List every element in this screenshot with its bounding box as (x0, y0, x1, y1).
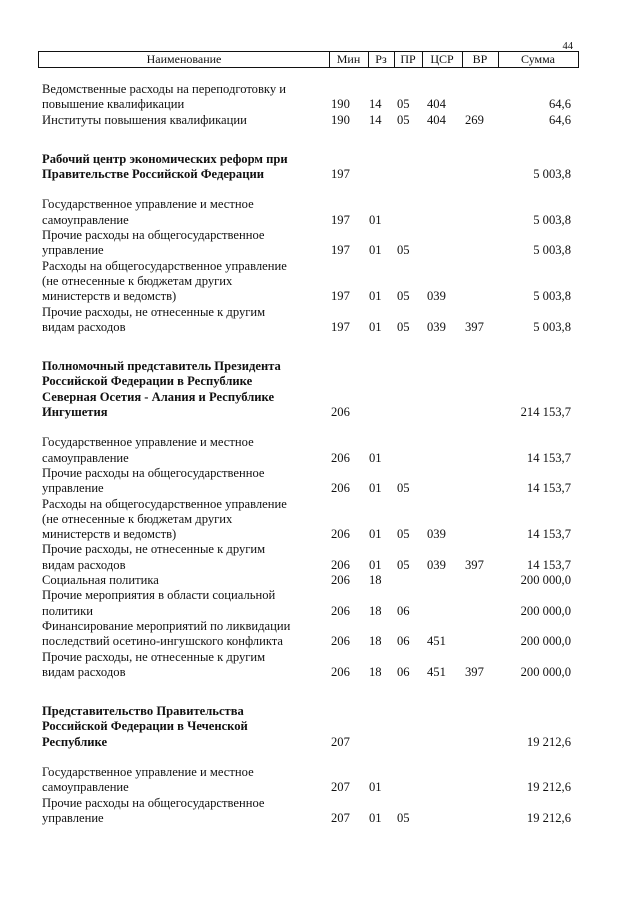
row-name-line: Северная Осетия - Алания и Республике (42, 389, 275, 404)
row-name-line: Рабочий центр экономических реформ при (42, 151, 288, 166)
row-sum: 64,6 (548, 97, 571, 112)
row-sum: 5 003,8 (533, 319, 571, 334)
row-csr: 404 (427, 97, 446, 112)
row-min: 207 (331, 734, 350, 749)
row-name-line: самоуправление (42, 212, 129, 227)
row-name-line: Финансирование мероприятий по ликвидации (42, 618, 291, 633)
row-name-line: (не отнесенные к бюджетам других (42, 273, 233, 288)
table-row (42, 466, 582, 497)
row-name-line: управление (42, 243, 104, 258)
row-min: 206 (331, 405, 350, 420)
row-min: 206 (331, 557, 350, 572)
row-csr: 039 (427, 319, 446, 334)
row-name-line: министерств и ведомств) (42, 527, 177, 542)
row-min: 206 (331, 527, 350, 542)
table-row (42, 619, 582, 650)
row-name-line: Государственное управление и местное (42, 197, 254, 212)
row-name-line: Расходы на общегосударственное управление (42, 496, 287, 511)
table-row (42, 650, 582, 681)
row-rz: 01 (369, 780, 382, 795)
row-sum: 19 212,6 (526, 734, 571, 749)
row-pr: 05 (397, 319, 410, 334)
row-min: 206 (331, 450, 350, 465)
row-sum: 14 153,7 (526, 481, 571, 496)
row-sum: 200 000,0 (520, 664, 571, 679)
row-csr: 404 (427, 112, 446, 127)
row-pr: 06 (397, 603, 410, 618)
row-rz: 01 (369, 557, 382, 572)
row-csr: 039 (427, 289, 446, 304)
row-name-line: Российской Федерации в Чеченской (42, 719, 248, 734)
row-pr: 05 (397, 481, 410, 496)
row-sum: 14 153,7 (526, 527, 571, 542)
row-name (42, 259, 322, 305)
row-name (42, 619, 322, 650)
row-name (42, 152, 322, 183)
row-rz: 01 (369, 481, 382, 496)
section-heading-row (42, 152, 582, 183)
row-rz: 01 (369, 810, 382, 825)
row-sum: 5 003,8 (533, 212, 571, 227)
row-name (42, 497, 322, 543)
row-name-line: министерств и ведомств) (42, 289, 177, 304)
row-vr: 397 (465, 319, 484, 334)
table-row (42, 573, 582, 588)
row-csr: 039 (427, 557, 446, 572)
row-min: 206 (331, 664, 350, 679)
row-sum: 14 153,7 (526, 450, 571, 465)
row-sum: 64,6 (548, 112, 571, 127)
table-row (42, 197, 582, 228)
header-min: Мин (336, 52, 361, 66)
row-min: 207 (331, 810, 350, 825)
row-name (42, 305, 322, 336)
table-body (42, 82, 582, 826)
table-row (42, 435, 582, 466)
row-sum: 200 000,0 (520, 573, 571, 588)
section-heading-row (42, 704, 582, 750)
header-csr: ЦСР (430, 52, 454, 66)
row-csr: 039 (427, 527, 446, 542)
row-name-line: Полномочный представитель Президента (42, 359, 281, 374)
row-vr: 397 (465, 664, 484, 679)
row-min: 190 (331, 97, 350, 112)
row-rz: 01 (369, 212, 382, 227)
row-pr: 05 (397, 112, 410, 127)
row-rz: 18 (369, 634, 382, 649)
row-name (42, 435, 322, 466)
row-name-line: Республике (42, 734, 108, 749)
row-rz: 01 (369, 289, 382, 304)
row-name-line: видам расходов (42, 319, 126, 334)
row-pr: 05 (397, 243, 410, 258)
row-name (42, 466, 322, 497)
row-sum: 19 212,6 (526, 810, 571, 825)
row-name-line: самоуправление (42, 780, 129, 795)
row-vr: 269 (465, 112, 484, 127)
row-name (42, 113, 322, 128)
row-sum: 5 003,8 (533, 243, 571, 258)
row-min: 190 (331, 112, 350, 127)
row-sum: 200 000,0 (520, 603, 571, 618)
row-min: 197 (331, 167, 350, 182)
row-name (42, 704, 322, 750)
table-row (42, 305, 582, 336)
row-min: 206 (331, 634, 350, 649)
row-min: 197 (331, 289, 350, 304)
row-name-line: Государственное управление и местное (42, 435, 254, 450)
row-pr: 06 (397, 634, 410, 649)
row-pr: 05 (397, 557, 410, 572)
row-min: 206 (331, 573, 350, 588)
row-name-line: Прочие расходы на общегосударственное (42, 465, 265, 480)
row-name-line: Прочие мероприятия в области социальной (42, 588, 276, 603)
row-name-line: политики (42, 603, 93, 618)
page-number: 44 (562, 41, 573, 52)
header-rz: Рз (375, 52, 387, 66)
row-rz: 14 (369, 112, 382, 127)
row-pr: 05 (397, 289, 410, 304)
row-csr: 451 (427, 634, 446, 649)
row-name (42, 228, 322, 259)
row-rz: 01 (369, 527, 382, 542)
row-sum: 19 212,6 (526, 780, 571, 795)
row-name-line: Ингушетия (42, 405, 108, 420)
row-name-line: повышение квалификации (42, 97, 185, 112)
table-row (42, 542, 582, 573)
row-name-line: управление (42, 481, 104, 496)
row-min: 207 (331, 780, 350, 795)
row-rz: 01 (369, 319, 382, 334)
row-name (42, 82, 322, 113)
row-name-line: самоуправление (42, 450, 129, 465)
row-name-line: Российской Федерации в Республике (42, 374, 253, 389)
header-vr: ВР (472, 52, 488, 66)
table-row (42, 259, 582, 305)
row-name-line: Прочие расходы на общегосударственное (42, 228, 265, 243)
row-name-line: Институты повышения квалификации (42, 112, 247, 127)
row-rz: 18 (369, 603, 382, 618)
row-sum: 5 003,8 (533, 167, 571, 182)
row-min: 197 (331, 319, 350, 334)
row-name-line: Расходы на общегосударственное управление (42, 258, 287, 273)
header-sum: Сумма (521, 52, 555, 66)
row-rz: 18 (369, 573, 382, 588)
table-row (42, 82, 582, 113)
row-name-line: Государственное управление и местное (42, 764, 254, 779)
row-pr: 06 (397, 664, 410, 679)
header-pr: ПР (400, 52, 416, 66)
row-name (42, 765, 322, 796)
row-pr: 05 (397, 527, 410, 542)
row-name (42, 359, 322, 420)
row-name-line: Социальная политика (42, 573, 159, 588)
table-row (42, 588, 582, 619)
row-name (42, 573, 322, 588)
row-rz: 01 (369, 450, 382, 465)
row-vr: 397 (465, 557, 484, 572)
row-pr: 05 (397, 97, 410, 112)
row-name-line: Прочие расходы на общегосударственное (42, 795, 265, 810)
table-row (42, 765, 582, 796)
row-name-line: Прочие расходы, не отнесенные к другим (42, 649, 266, 664)
row-min: 197 (331, 212, 350, 227)
row-min: 197 (331, 243, 350, 258)
section-heading-row (42, 359, 582, 420)
row-name (42, 197, 322, 228)
row-min: 206 (331, 603, 350, 618)
table-header (38, 51, 579, 68)
row-name-line: видам расходов (42, 664, 126, 679)
row-min: 206 (331, 481, 350, 496)
row-name-line: Представительство Правительства (42, 704, 244, 719)
table-row (42, 497, 582, 543)
row-name-line: (не отнесенные к бюджетам других (42, 511, 233, 526)
header-name: Наименование (146, 52, 222, 66)
row-pr: 05 (397, 810, 410, 825)
row-name (42, 542, 322, 573)
row-name-line: Правительстве Российской Федерации (42, 167, 264, 182)
row-name-line: управление (42, 810, 104, 825)
row-name-line: Ведомственные расходы на переподготовку и (42, 82, 287, 96)
table-row (42, 228, 582, 259)
row-name (42, 796, 322, 827)
row-name-line: последствий осетино-ингушского конфликта (42, 634, 284, 649)
table-row (42, 113, 582, 128)
row-sum: 214 153,7 (520, 405, 571, 420)
row-name (42, 588, 322, 619)
table-row (42, 796, 582, 827)
row-name-line: Прочие расходы, не отнесенные к другим (42, 304, 266, 319)
row-sum: 200 000,0 (520, 634, 571, 649)
row-csr: 451 (427, 664, 446, 679)
row-name-line: Прочие расходы, не отнесенные к другим (42, 542, 266, 557)
row-sum: 14 153,7 (526, 557, 571, 572)
row-rz: 01 (369, 243, 382, 258)
row-sum: 5 003,8 (533, 289, 571, 304)
row-name (42, 650, 322, 681)
row-rz: 14 (369, 97, 382, 112)
row-name-line: видам расходов (42, 557, 126, 572)
row-rz: 18 (369, 664, 382, 679)
